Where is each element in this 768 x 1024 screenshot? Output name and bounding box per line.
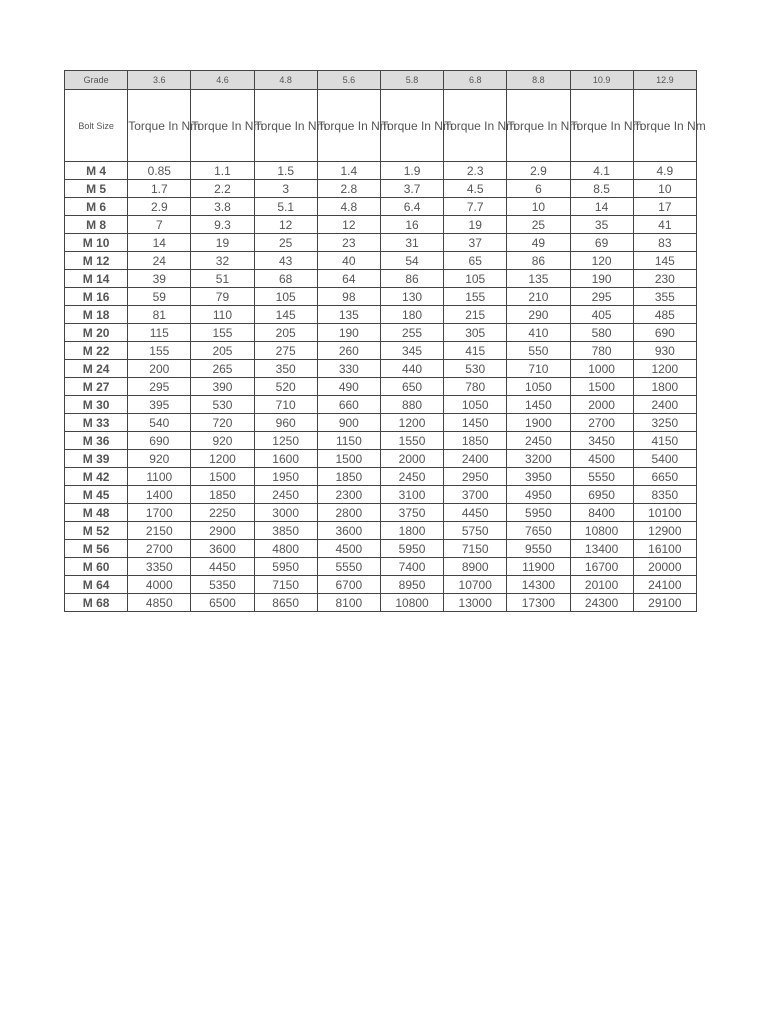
torque-value-cell: 8.5: [570, 180, 633, 198]
grade-header-cell: 4.8: [254, 71, 317, 90]
torque-value-cell: 295: [570, 288, 633, 306]
torque-value-cell: 7150: [254, 576, 317, 594]
grade-header-row: [65, 71, 697, 90]
table-row: [65, 468, 697, 486]
torque-value-cell: 12: [254, 216, 317, 234]
torque-value-cell: 49: [507, 234, 570, 252]
bolt-size-cell: M 6: [65, 198, 128, 216]
grade-label: Grade: [65, 71, 128, 90]
torque-value-cell: 81: [128, 306, 191, 324]
table-row: [65, 396, 697, 414]
torque-value-cell: 6: [507, 180, 570, 198]
torque-value-cell: 105: [254, 288, 317, 306]
torque-value-cell: 2450: [380, 468, 443, 486]
table-row: [65, 252, 697, 270]
torque-value-cell: 1550: [380, 432, 443, 450]
torque-value-cell: 7150: [444, 540, 507, 558]
torque-value-cell: 1250: [254, 432, 317, 450]
torque-value-cell: 2800: [317, 504, 380, 522]
table-row: [65, 288, 697, 306]
torque-value-cell: 395: [128, 396, 191, 414]
torque-value-cell: 12: [317, 216, 380, 234]
torque-value-cell: 3200: [507, 450, 570, 468]
torque-value-cell: 14300: [507, 576, 570, 594]
torque-value-cell: 7: [128, 216, 191, 234]
torque-value-cell: 405: [570, 306, 633, 324]
torque-value-cell: 3100: [380, 486, 443, 504]
bolt-size-cell: M 4: [65, 162, 128, 180]
torque-value-cell: 43: [254, 252, 317, 270]
torque-value-cell: 415: [444, 342, 507, 360]
torque-value-cell: 1500: [191, 468, 254, 486]
bolt-size-cell: M 12: [65, 252, 128, 270]
table-row: [65, 234, 697, 252]
torque-value-cell: 490: [317, 378, 380, 396]
grade-header-cell: 8.8: [507, 71, 570, 90]
torque-value-cell: 16: [380, 216, 443, 234]
torque-value-cell: 4.1: [570, 162, 633, 180]
torque-value-cell: 3700: [444, 486, 507, 504]
torque-value-cell: 1100: [128, 468, 191, 486]
torque-value-cell: 0.85: [128, 162, 191, 180]
bolt-size-cell: M 39: [65, 450, 128, 468]
bolt-torque-table: [64, 70, 706, 612]
torque-value-cell: 2400: [444, 450, 507, 468]
torque-value-cell: 5750: [444, 522, 507, 540]
torque-value-cell: 780: [570, 342, 633, 360]
torque-value-cell: 1150: [317, 432, 380, 450]
bolt-size-cell: M 10: [65, 234, 128, 252]
torque-value-cell: 2.3: [444, 162, 507, 180]
torque-value-cell: 710: [254, 396, 317, 414]
bolt-size-cell: M 14: [65, 270, 128, 288]
torque-value-cell: 205: [191, 342, 254, 360]
torque-value-cell: 190: [570, 270, 633, 288]
torque-value-cell: 32: [191, 252, 254, 270]
torque-value-cell: 1200: [380, 414, 443, 432]
bolt-size-cell: M 68: [65, 594, 128, 612]
torque-value-cell: 5950: [254, 558, 317, 576]
table-row: [65, 306, 697, 324]
unit-header-cell: Torque In Nm: [191, 90, 254, 162]
bolt-size-cell: M 5: [65, 180, 128, 198]
torque-value-cell: 3: [254, 180, 317, 198]
torque-value-cell: 540: [128, 414, 191, 432]
torque-value-cell: 690: [128, 432, 191, 450]
torque-value-cell: 59: [128, 288, 191, 306]
torque-value-cell: 4.8: [317, 198, 380, 216]
bolt-size-cell: M 27: [65, 378, 128, 396]
torque-value-cell: 3850: [254, 522, 317, 540]
torque-value-cell: 10100: [633, 504, 696, 522]
torque-value-cell: 355: [633, 288, 696, 306]
torque-value-cell: 69: [570, 234, 633, 252]
torque-value-cell: 68: [254, 270, 317, 288]
torque-value-cell: 710: [507, 360, 570, 378]
torque-value-cell: 720: [191, 414, 254, 432]
torque-value-cell: 3.7: [380, 180, 443, 198]
torque-value-cell: 1.7: [128, 180, 191, 198]
torque-value-cell: 2.9: [128, 198, 191, 216]
torque-value-cell: 920: [191, 432, 254, 450]
torque-value-cell: 1950: [254, 468, 317, 486]
torque-value-cell: 51: [191, 270, 254, 288]
grade-header-cell: 12.9: [633, 71, 696, 90]
bolt-size-cell: M 56: [65, 540, 128, 558]
torque-value-cell: 2000: [380, 450, 443, 468]
torque-value-cell: 650: [380, 378, 443, 396]
torque-value-cell: 2150: [128, 522, 191, 540]
torque-value-cell: 5950: [507, 504, 570, 522]
torque-value-cell: 4000: [128, 576, 191, 594]
torque-value-cell: 3450: [570, 432, 633, 450]
torque-value-cell: 4500: [317, 540, 380, 558]
torque-value-cell: 10800: [380, 594, 443, 612]
torque-value-cell: 690: [633, 324, 696, 342]
torque-value-cell: 930: [633, 342, 696, 360]
bolt-size-cell: M 52: [65, 522, 128, 540]
torque-value-cell: 5.1: [254, 198, 317, 216]
torque-value-cell: 4950: [507, 486, 570, 504]
unit-header-cell: Torque In Nm: [128, 90, 191, 162]
bolt-size-cell: M 18: [65, 306, 128, 324]
torque-value-cell: 1800: [380, 522, 443, 540]
torque-value-cell: 6500: [191, 594, 254, 612]
table-row: [65, 270, 697, 288]
torque-value-cell: 6700: [317, 576, 380, 594]
table-row: [65, 504, 697, 522]
torque-value-cell: 14: [128, 234, 191, 252]
torque-value-cell: 12900: [633, 522, 696, 540]
table-row: [65, 558, 697, 576]
torque-value-cell: 2400: [633, 396, 696, 414]
torque-value-cell: 14: [570, 198, 633, 216]
bolt-size-label: Bolt Size: [65, 90, 128, 162]
torque-value-cell: 11900: [507, 558, 570, 576]
torque-value-cell: 1050: [507, 378, 570, 396]
torque-value-cell: 2700: [128, 540, 191, 558]
torque-value-cell: 24: [128, 252, 191, 270]
torque-value-cell: 350: [254, 360, 317, 378]
torque-value-cell: 25: [507, 216, 570, 234]
grade-header-cell: 6.8: [444, 71, 507, 90]
unit-header-cell: Torque In Nm: [254, 90, 317, 162]
torque-value-cell: 155: [191, 324, 254, 342]
torque-value-cell: 79: [191, 288, 254, 306]
torque-value-cell: 1850: [444, 432, 507, 450]
torque-value-cell: 8100: [317, 594, 380, 612]
torque-value-cell: 19: [191, 234, 254, 252]
grade-header-cell: 4.6: [191, 71, 254, 90]
torque-value-cell: 13000: [444, 594, 507, 612]
torque-value-cell: 1500: [317, 450, 380, 468]
torque-value-cell: 35: [570, 216, 633, 234]
torque-value-cell: 5550: [570, 468, 633, 486]
torque-value-cell: 780: [444, 378, 507, 396]
torque-value-cell: 255: [380, 324, 443, 342]
torque-value-cell: 390: [191, 378, 254, 396]
torque-value-cell: 1050: [444, 396, 507, 414]
torque-value-cell: 3000: [254, 504, 317, 522]
torque-value-cell: 215: [444, 306, 507, 324]
torque-value-cell: 7650: [507, 522, 570, 540]
bolt-size-cell: M 30: [65, 396, 128, 414]
torque-value-cell: 115: [128, 324, 191, 342]
torque-value-cell: 1000: [570, 360, 633, 378]
torque-value-cell: 145: [254, 306, 317, 324]
torque-value-cell: 155: [128, 342, 191, 360]
torque-value-cell: 4150: [633, 432, 696, 450]
torque-value-cell: 86: [507, 252, 570, 270]
torque-value-cell: 3.8: [191, 198, 254, 216]
torque-value-cell: 10: [507, 198, 570, 216]
torque-value-cell: 8650: [254, 594, 317, 612]
torque-value-cell: 305: [444, 324, 507, 342]
torque-value-cell: 19: [444, 216, 507, 234]
torque-value-cell: 24100: [633, 576, 696, 594]
bolt-size-cell: M 33: [65, 414, 128, 432]
torque-value-cell: 1.5: [254, 162, 317, 180]
torque-value-cell: 190: [317, 324, 380, 342]
table-row: [65, 342, 697, 360]
torque-value-cell: 410: [507, 324, 570, 342]
bolt-size-cell: M 42: [65, 468, 128, 486]
torque-value-cell: 295: [128, 378, 191, 396]
torque-value-cell: 9.3: [191, 216, 254, 234]
torque-value-cell: 2700: [570, 414, 633, 432]
bolt-size-cell: M 8: [65, 216, 128, 234]
torque-value-cell: 3600: [191, 540, 254, 558]
torque-value-cell: 1200: [191, 450, 254, 468]
torque-value-cell: 4800: [254, 540, 317, 558]
torque-value-cell: 105: [444, 270, 507, 288]
unit-header-cell: Torque In Nm: [380, 90, 443, 162]
table-row: [65, 216, 697, 234]
torque-value-cell: 1.9: [380, 162, 443, 180]
torque-value-cell: 8400: [570, 504, 633, 522]
torque-value-cell: 41: [633, 216, 696, 234]
table-row: [65, 450, 697, 468]
torque-value-cell: 135: [507, 270, 570, 288]
torque-value-cell: 1900: [507, 414, 570, 432]
grade-header-cell: 5.8: [380, 71, 443, 90]
torque-value-cell: 135: [317, 306, 380, 324]
bolt-size-cell: M 36: [65, 432, 128, 450]
torque-value-cell: 2450: [507, 432, 570, 450]
bolt-size-cell: M 20: [65, 324, 128, 342]
torque-value-cell: 290: [507, 306, 570, 324]
torque-value-cell: 4.9: [633, 162, 696, 180]
table-body: [65, 71, 706, 612]
unit-header-cell: Torque In Nm: [507, 90, 570, 162]
torque-value-cell: 5950: [380, 540, 443, 558]
torque-value-cell: 880: [380, 396, 443, 414]
torque-value-cell: 2.8: [317, 180, 380, 198]
torque-value-cell: 5550: [317, 558, 380, 576]
torque-value-cell: 6950: [570, 486, 633, 504]
torque-value-cell: 2250: [191, 504, 254, 522]
torque-value-cell: 120: [570, 252, 633, 270]
table-row: [65, 162, 697, 180]
torque-value-cell: 6650: [633, 468, 696, 486]
torque-value-cell: 3350: [128, 558, 191, 576]
torque-value-cell: 17300: [507, 594, 570, 612]
bolt-size-cell: M 45: [65, 486, 128, 504]
torque-value-cell: 8900: [444, 558, 507, 576]
torque-value-cell: 7400: [380, 558, 443, 576]
table-row: [65, 180, 697, 198]
torque-value-cell: 580: [570, 324, 633, 342]
torque-value-cell: 4500: [570, 450, 633, 468]
table-row: [65, 576, 697, 594]
torque-value-cell: 10: [633, 180, 696, 198]
torque-value-cell: 1.4: [317, 162, 380, 180]
torque-value-cell: 86: [380, 270, 443, 288]
torque-value-cell: 31: [380, 234, 443, 252]
torque-value-cell: 1850: [191, 486, 254, 504]
torque-value-cell: 1.1: [191, 162, 254, 180]
torque-value-cell: 205: [254, 324, 317, 342]
torque-value-cell: 4850: [128, 594, 191, 612]
torque-value-cell: 520: [254, 378, 317, 396]
torque-value-cell: 4450: [444, 504, 507, 522]
torque-value-cell: 1450: [444, 414, 507, 432]
torque-value-cell: 25: [254, 234, 317, 252]
torque-value-cell: 530: [444, 360, 507, 378]
torque-value-cell: 230: [633, 270, 696, 288]
torque-value-cell: 23: [317, 234, 380, 252]
bolt-size-cell: M 48: [65, 504, 128, 522]
torque-value-cell: 10800: [570, 522, 633, 540]
torque-value-cell: 440: [380, 360, 443, 378]
unit-header-row: [65, 90, 697, 162]
unit-header-cell: Torque In Nm: [633, 90, 696, 162]
torque-value-cell: 6.4: [380, 198, 443, 216]
table-row: [65, 540, 697, 558]
torque-value-cell: 260: [317, 342, 380, 360]
torque-value-cell: 1200: [633, 360, 696, 378]
torque-value-cell: 29100: [633, 594, 696, 612]
torque-value-cell: 330: [317, 360, 380, 378]
grade-header-cell: 5.6: [317, 71, 380, 90]
torque-value-cell: 40: [317, 252, 380, 270]
torque-value-cell: 3950: [507, 468, 570, 486]
torque-value-cell: 155: [444, 288, 507, 306]
torque-value-cell: 1800: [633, 378, 696, 396]
torque-value-cell: 2000: [570, 396, 633, 414]
torque-value-cell: 1500: [570, 378, 633, 396]
torque-value-cell: 265: [191, 360, 254, 378]
torque-value-cell: 1850: [317, 468, 380, 486]
torque-value-cell: 4.5: [444, 180, 507, 198]
torque-value-cell: 7.7: [444, 198, 507, 216]
torque-value-cell: 200: [128, 360, 191, 378]
torque-value-cell: 660: [317, 396, 380, 414]
torque-value-cell: 37: [444, 234, 507, 252]
torque-value-cell: 2900: [191, 522, 254, 540]
torque-value-cell: 39: [128, 270, 191, 288]
torque-value-cell: 900: [317, 414, 380, 432]
torque-value-cell: 5400: [633, 450, 696, 468]
torque-value-cell: 2.9: [507, 162, 570, 180]
torque-value-cell: 1400: [128, 486, 191, 504]
table-row: [65, 378, 697, 396]
torque-value-cell: 2450: [254, 486, 317, 504]
torque-value-cell: 960: [254, 414, 317, 432]
grade-header-cell: 3.6: [128, 71, 191, 90]
torque-value-cell: 3600: [317, 522, 380, 540]
torque-value-cell: 1700: [128, 504, 191, 522]
torque-value-cell: 13400: [570, 540, 633, 558]
bolt-size-cell: M 24: [65, 360, 128, 378]
torque-value-cell: 5350: [191, 576, 254, 594]
torque-value-cell: 16700: [570, 558, 633, 576]
table-row: [65, 414, 697, 432]
bolt-size-cell: M 22: [65, 342, 128, 360]
torque-value-cell: 130: [380, 288, 443, 306]
torque-value-cell: 16100: [633, 540, 696, 558]
torque-value-cell: 3750: [380, 504, 443, 522]
torque-value-cell: 275: [254, 342, 317, 360]
unit-header-cell: Torque In Nm: [570, 90, 633, 162]
torque-value-cell: 98: [317, 288, 380, 306]
torque-value-cell: 8350: [633, 486, 696, 504]
torque-value-cell: 1600: [254, 450, 317, 468]
unit-header-cell: Torque In Nm: [444, 90, 507, 162]
torque-value-cell: 2950: [444, 468, 507, 486]
torque-value-cell: 2.2: [191, 180, 254, 198]
torque-value-cell: 24300: [570, 594, 633, 612]
torque-value-cell: 10700: [444, 576, 507, 594]
torque-value-cell: 8950: [380, 576, 443, 594]
torque-value-cell: 3250: [633, 414, 696, 432]
torque-value-cell: 485: [633, 306, 696, 324]
torque-value-cell: 180: [380, 306, 443, 324]
bolt-size-cell: M 60: [65, 558, 128, 576]
table-row: [65, 486, 697, 504]
unit-header-cell: Torque In Nm: [317, 90, 380, 162]
torque-value-cell: 920: [128, 450, 191, 468]
torque-value-cell: 550: [507, 342, 570, 360]
bolt-size-cell: M 16: [65, 288, 128, 306]
torque-value-cell: 145: [633, 252, 696, 270]
table-row: [65, 522, 697, 540]
grade-header-cell: 10.9: [570, 71, 633, 90]
torque-value-cell: 54: [380, 252, 443, 270]
torque-value-cell: 1450: [507, 396, 570, 414]
torque-value-cell: 20100: [570, 576, 633, 594]
table-row: [65, 198, 697, 216]
torque-value-cell: 83: [633, 234, 696, 252]
table-row: [65, 432, 697, 450]
torque-value-cell: 20000: [633, 558, 696, 576]
bolt-size-cell: M 64: [65, 576, 128, 594]
torque-value-cell: 2300: [317, 486, 380, 504]
torque-value-cell: 65: [444, 252, 507, 270]
table-row: [65, 324, 697, 342]
torque-value-cell: 4450: [191, 558, 254, 576]
torque-value-cell: 110: [191, 306, 254, 324]
table-row: [65, 360, 697, 378]
torque-value-cell: 210: [507, 288, 570, 306]
torque-value-cell: 17: [633, 198, 696, 216]
torque-value-cell: 9550: [507, 540, 570, 558]
torque-value-cell: 530: [191, 396, 254, 414]
table-row: [65, 594, 697, 612]
torque-value-cell: 345: [380, 342, 443, 360]
torque-value-cell: 64: [317, 270, 380, 288]
